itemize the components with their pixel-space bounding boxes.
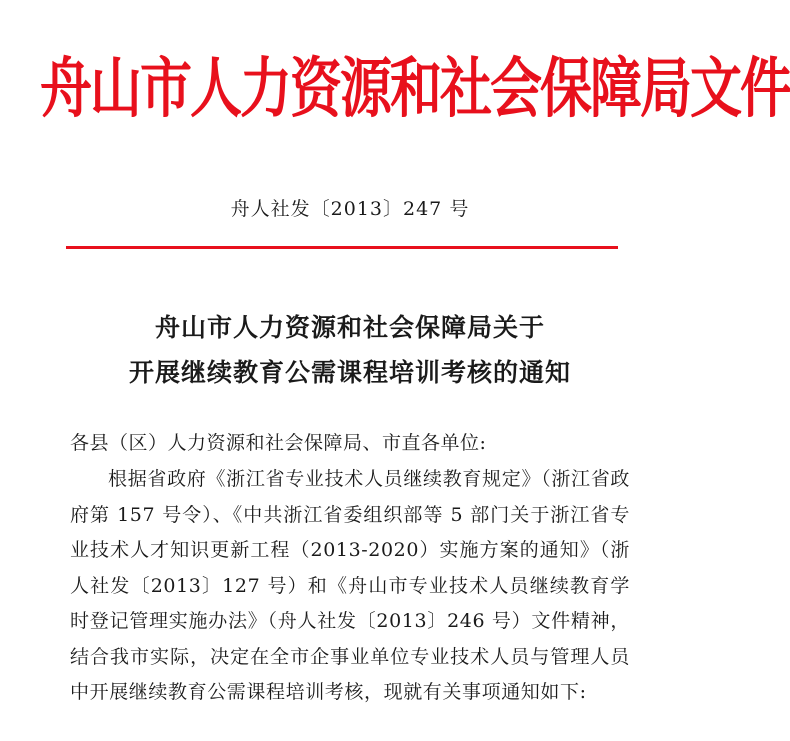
salutation: 各县（区）人力资源和社会保障局、市直各单位: <box>70 432 487 454</box>
notice-title-line2: 开展继续教育公需课程培训考核的通知 <box>128 358 571 387</box>
body-paragraph: 根据省政府《浙江省专业技术人员继续教育规定》（浙江省政府第 157 号令）、《中共浙江省委组织部等 5 部门关于浙江省专业技术人才知识更新工程（2013-2020）实施方案的通知》（浙人社发〔2013〕127 号）和《舟山市专业技术人员继续教育学时登记管理实施办法》（舟人社发〔2013〕246 号）文件精神，结合我市实际，决定在全市企事业单位专业技术人员与管理人员中开展继续教育公需课程培训考核，现就有关事项通知如下: <box>70 468 630 703</box>
document-number: 舟人社发〔2013〕247 号 <box>230 198 470 220</box>
red-separator-line <box>66 246 618 249</box>
notice-title-line1: 舟山市人力资源和社会保障局关于 <box>154 313 545 342</box>
document-header-title: 舟山市人力资源和社会保障局文件 <box>40 51 790 127</box>
